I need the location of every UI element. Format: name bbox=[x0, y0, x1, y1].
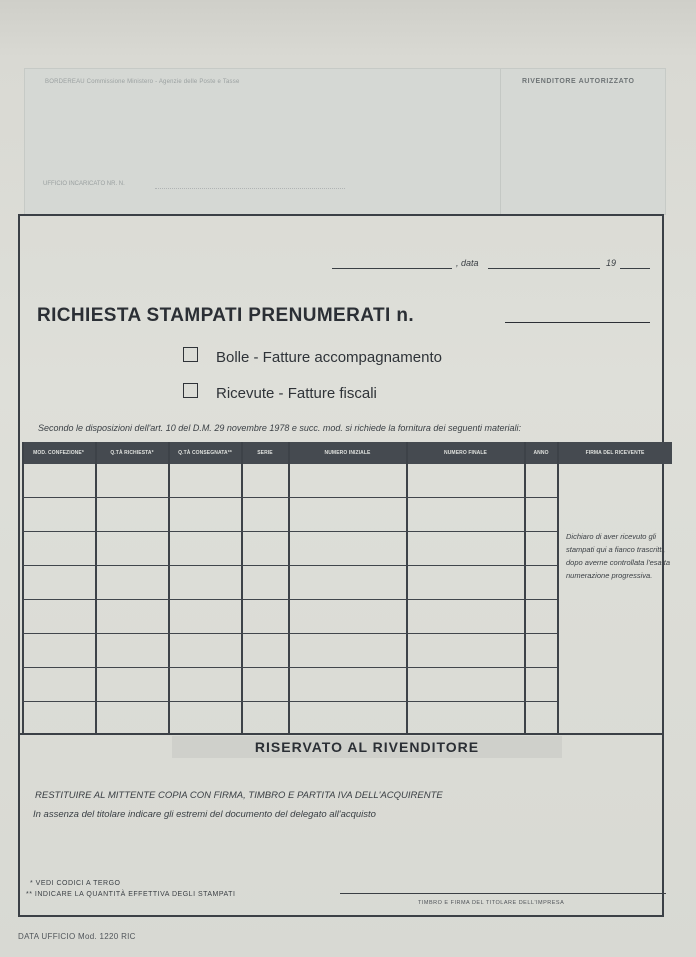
footer-mod: DATA UFFICIO Mod. 1220 RIC bbox=[18, 932, 136, 941]
header-serie: SERIE bbox=[257, 450, 273, 456]
reserved-title: RISERVATO AL RIVENDITORE bbox=[172, 736, 562, 758]
table-row[interactable] bbox=[22, 565, 557, 566]
table-row[interactable] bbox=[22, 667, 557, 668]
stub-header-right: RIVENDITORE AUTORIZZATO bbox=[522, 78, 635, 85]
legal-text: Secondo le disposizioni dell'art. 10 del D.M. 29 novembre 1978 e succ. mod. si richiede la fornitura dei seguenti materiali: bbox=[38, 423, 521, 433]
option-ricevute-label: Ricevute - Fatture fiscali bbox=[216, 385, 377, 402]
table-row[interactable] bbox=[22, 497, 557, 498]
table-row[interactable] bbox=[22, 633, 557, 634]
signature-label: TIMBRO E FIRMA DEL TITOLARE DELL'IMPRESA bbox=[418, 900, 565, 906]
header-numero-finale: NUMERO FINALE bbox=[444, 450, 487, 456]
header-anno: ANNO bbox=[533, 450, 549, 456]
table-header bbox=[22, 442, 672, 464]
column-divider bbox=[168, 442, 170, 733]
form-title: RICHIESTA STAMPATI PRENUMERATI n. bbox=[37, 305, 415, 326]
stub-footer-left: UFFICIO INCARICATO NR. N. bbox=[43, 181, 125, 187]
stub-footer-line bbox=[155, 188, 345, 189]
note-codici: * VEDI CODICI A TERGO bbox=[30, 880, 121, 887]
receipt-declaration: Dichiaro di aver ricevuto gli stampati qui a fianco trascritti, dopo averne controllata l'esatta numerazione progressiva. bbox=[566, 532, 671, 580]
header-firma: FIRMA DEL RICEVENTE bbox=[585, 450, 645, 456]
request-number-field[interactable] bbox=[505, 322, 650, 323]
column-divider bbox=[95, 442, 97, 733]
header-qta-consegnata: Q.TÀ CONSEGNATA** bbox=[178, 450, 232, 456]
instruction-line-1: RESTITUIRE AL MITTENTE COPIA CON FIRMA, TIMBRO E PARTITA IVA DELL'ACQUIRENTE bbox=[35, 790, 443, 801]
table-border-left bbox=[22, 442, 24, 733]
stub-header-left: BORDEREAU Commissione Ministero - Agenzie delle Poste e Tasse bbox=[45, 79, 240, 85]
header-mod-confezione: MOD. CONFEZIONE* bbox=[33, 450, 84, 456]
signature-field[interactable] bbox=[340, 893, 666, 894]
column-divider bbox=[406, 442, 408, 733]
section-separator bbox=[18, 733, 664, 735]
checkbox-ricevute[interactable] bbox=[183, 383, 198, 398]
table-row[interactable] bbox=[22, 531, 557, 532]
checkbox-bolle[interactable] bbox=[183, 347, 198, 362]
table-row[interactable] bbox=[22, 599, 557, 600]
header-qta-richiesta: Q.TÀ RICHIESTA* bbox=[110, 450, 154, 456]
note-quantita: ** INDICARE LA QUANTITÀ EFFETTIVA DEGLI STAMPATI bbox=[26, 891, 236, 898]
year-prefix: 19 bbox=[606, 258, 617, 268]
column-divider bbox=[557, 442, 559, 733]
option-bolle-label: Bolle - Fatture accompagnamento bbox=[216, 349, 442, 366]
upper-stub bbox=[24, 68, 666, 215]
column-divider bbox=[288, 442, 290, 733]
date-field[interactable] bbox=[488, 268, 600, 269]
stub-divider bbox=[500, 69, 501, 214]
column-divider bbox=[241, 442, 243, 733]
date-label: , data bbox=[456, 258, 479, 268]
place-field[interactable] bbox=[332, 268, 452, 269]
instruction-line-2: In assenza del titolare indicare gli estremi del documento del delegato all'acquisto bbox=[33, 809, 376, 820]
header-numero-iniziale: NUMERO INIZIALE bbox=[324, 450, 371, 456]
table-row[interactable] bbox=[22, 701, 557, 702]
materials-table bbox=[22, 442, 672, 733]
column-divider bbox=[524, 442, 526, 733]
year-field[interactable] bbox=[620, 268, 650, 269]
